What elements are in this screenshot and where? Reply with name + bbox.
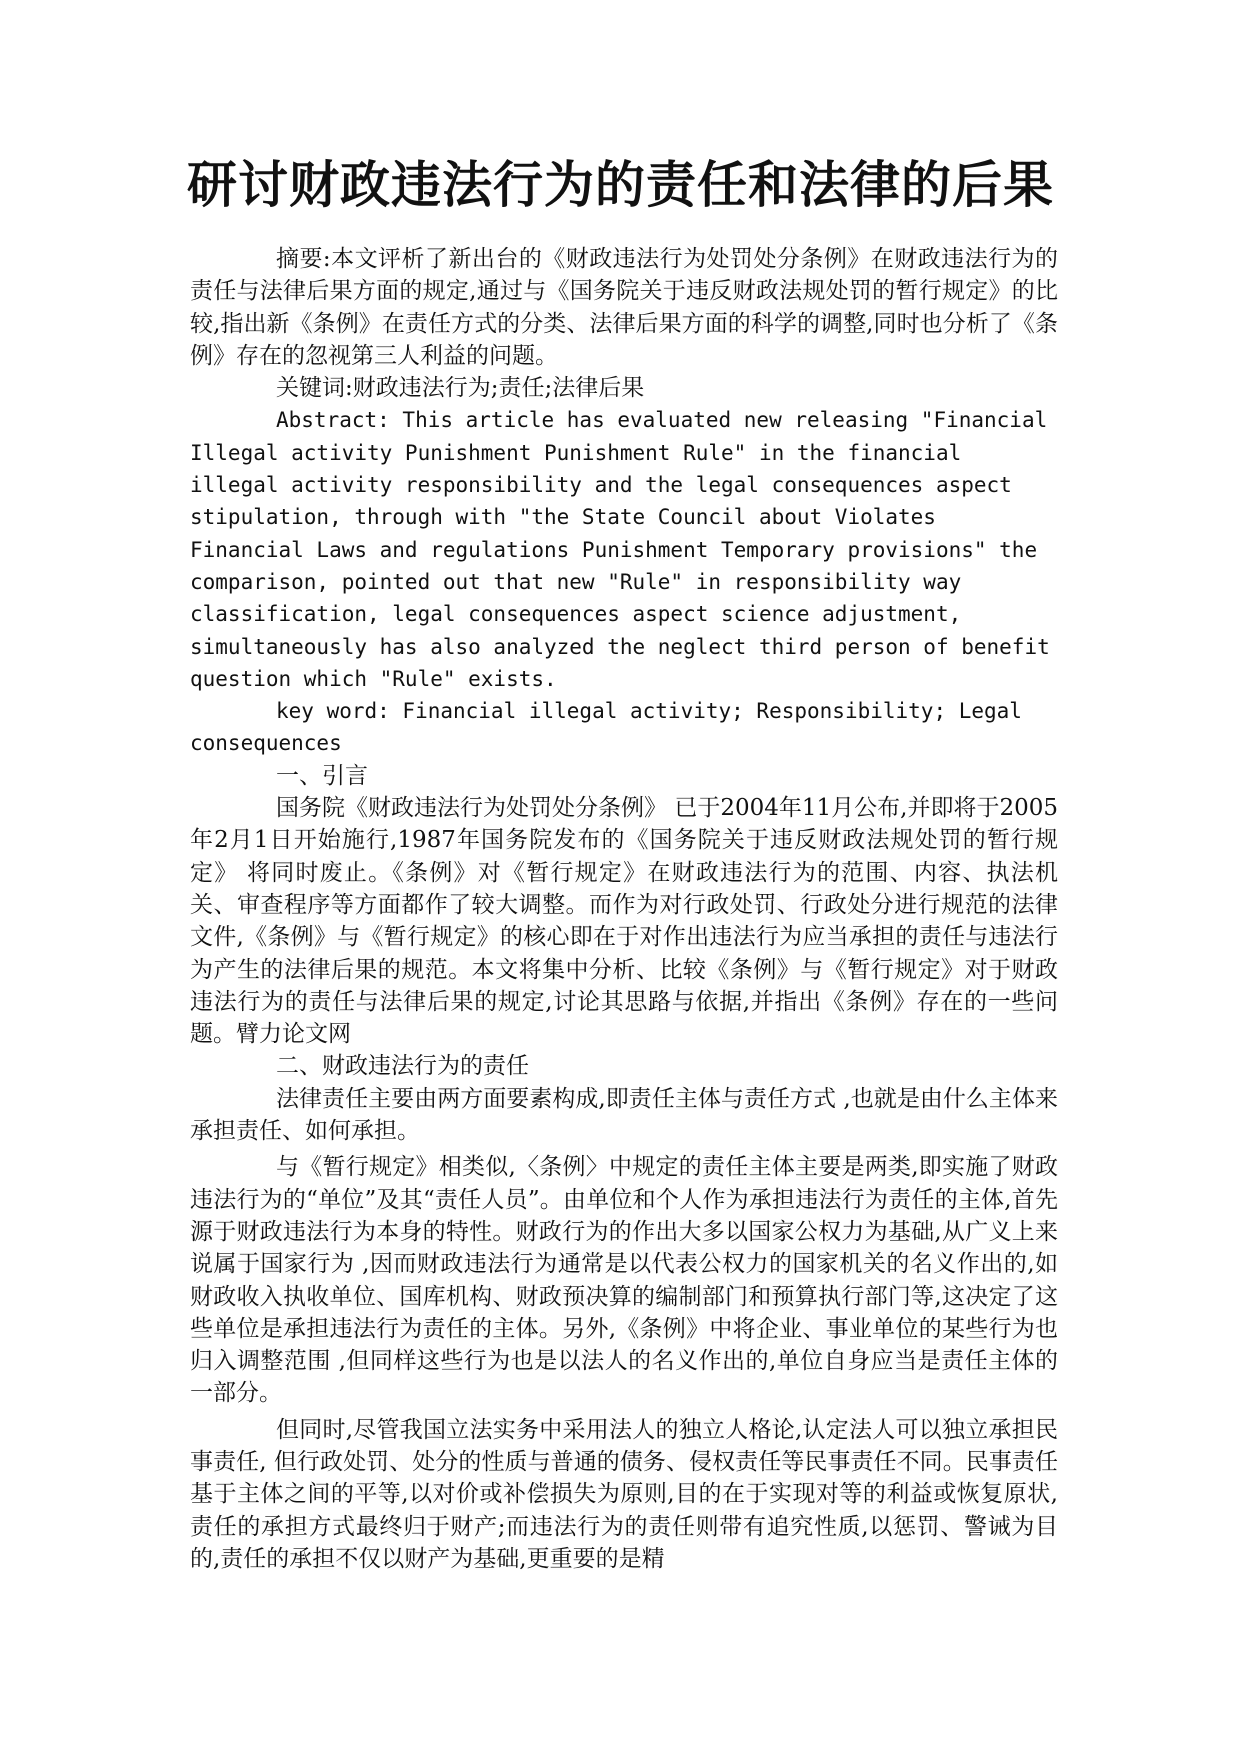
abstract-en-paragraph: Abstract: This article has evaluated new releasing "Financial Illegal activity Punishment Punishment Rule" in the financial illegal activity responsibility and the legal consequences aspect stipulation, through with "the State Council about Violates Financial Laws and regulations Punishment Temporary provisions" the comparison, pointed out that new "Rule" in responsibility way classification, legal consequences aspect science adjustment, simultaneously has also analyzed the neglect third person of benefit question which "Rule" exists. <box>190 408 1050 691</box>
body-paragraph-responsibility-subjects: 与《暂行规定》相类似,〈条例〉中规定的责任主体主要是两类,即实施了财政违法行为的“单位”及其“责任人员”。由单位和个人作为承担违法行为责任的主体,首先源于财政违法行为本身的特性。财政行为的作出大多以国家公权力为基础,从广义上来说属于国家行为 ,因而财政违法行为通常是以代表公权力的国家机关的名义作出的,如财政收入执收单位、国库机构、财政预决算的编制部门和预算执行部门等,这决定了这些单位是承担违法行为责任的主体。另外,《条例》中将企业、事业单位的某些行为也归入调整范围 ,但同样这些行为也是以法人的名义作出的,单位自身应当是责任主体的一部分。 <box>190 1154 1058 1407</box>
body-paragraph-legal-person: 但同时,尽管我国立法实务中采用法人的独立人格论,认定法人可以独立承担民事责任, 但行政处罚、处分的性质与普通的债务、侵权责任等民事责任不同。民事责任基于主体之间的平等,以对价或补偿损失为原则,目的在于实现对等的利益或恢复原状,责任的承担方式最终归于财产;而违法行为的责任则带有追究性质,以惩罚、警诫为目的,责任的承担不仅以财产为基础,更重要的是精 <box>190 1416 1058 1572</box>
body-paragraph-introduction: 国务院《财政违法行为处罚处分条例》 已于2004年11月公布,并即将于2005年2月1日开始施行,1987年国务院发布的《国务院关于违反财政法规处罚的暂行规定》 将同时废止。《条例》对《暂行规定》在财政违法行为的范围、内容、执法机关、审查程序等方面都作了较大调整。而作为对行政处罚、行政处分进行规范的法律文件,《条例》与《暂行规定》的核心即在于对作出违法行为应当承担的责任与违法行为产生的法律后果的规范。本文将集中分析、比较《条例》与《暂行规定》对于财政违法行为的责任与法律后果的规定,讨论其思路与依据,并指出《条例》存在的一些问题。臂力论文网 <box>190 795 1058 1048</box>
keywords-zh-paragraph: 关键词:财政违法行为;责任;法律后果 <box>276 375 645 402</box>
document-body <box>190 243 1058 1575</box>
abstract-zh-paragraph: 摘要:本文评析了新出台的《财政违法行为处罚处分条例》在财政违法行为的责任与法律后果方面的规定,通过与《国务院关于违反财政法规处罚的暂行规定》的比较,指出新《条例》在责任方式的分类、法律后果方面的科学的调整,同时也分析了《条例》存在的忽视第三人利益的问题。 <box>190 246 1058 369</box>
section-heading-introduction: 一、引言 <box>276 762 368 789</box>
body-paragraph-responsibility-elements: 法律责任主要由两方面要素构成,即责任主体与责任方式 ,也就是由什么主体来承担责任、如何承担。 <box>190 1085 1058 1145</box>
keywords-en-paragraph: key word: Financial illegal activity; Responsibility; Legal consequences <box>190 699 1022 756</box>
section-heading-responsibility: 二、财政违法行为的责任 <box>276 1053 529 1080</box>
document-title: 研讨财政违法行为的责任和法律的后果 <box>187 156 1054 214</box>
